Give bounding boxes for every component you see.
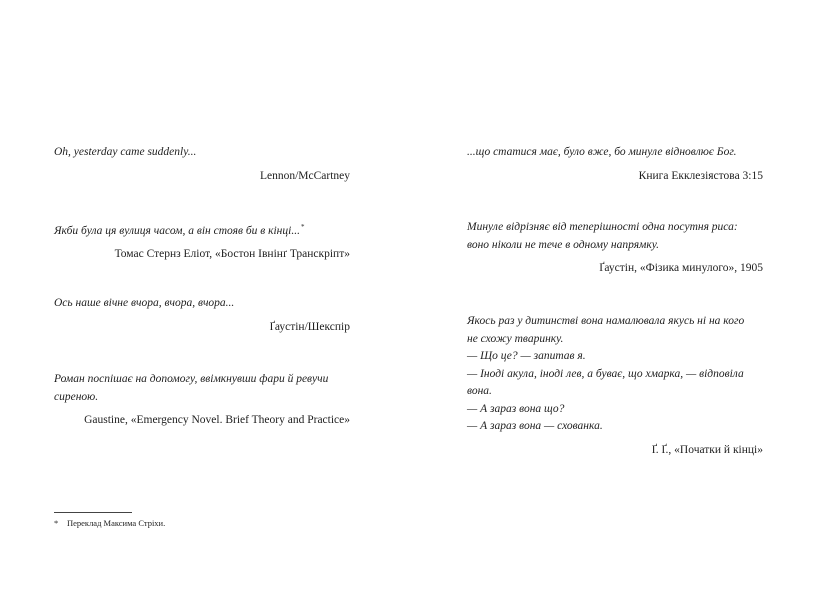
epigraph-quote bbox=[54, 144, 350, 162]
epigraph-source: Ґаустін/Шекспір bbox=[269, 320, 350, 333]
epigraph bbox=[54, 295, 350, 336]
epigraph bbox=[467, 144, 763, 185]
epigraph-source: Ґ. Ґ., «Початки й кінці» bbox=[651, 443, 763, 456]
quote-line: Роман поспішає на допомогу, ввімкнувши фари й ревучи bbox=[54, 373, 329, 385]
quote-line: вона. bbox=[467, 385, 492, 397]
epigraph-quote bbox=[467, 313, 763, 436]
epigraph-source: Томас Стернз Еліот, «Бостон Івнінґ Транскріпт» bbox=[114, 248, 350, 261]
epigraph-quote bbox=[54, 371, 350, 406]
quote-line: Минуле відрізняє від теперішності одна посутня риса: bbox=[467, 221, 738, 233]
quote-line: ...що статися має, було вже, бо минуле відновлює Бог. bbox=[467, 146, 737, 158]
epigraph bbox=[54, 371, 350, 430]
epigraph bbox=[54, 144, 350, 185]
footnote-mark: * bbox=[54, 518, 59, 528]
epigraph-source: Ґаустін, «Фізика минулого», 1905 bbox=[599, 262, 763, 274]
quote-line: — А зараз вона що? bbox=[467, 402, 565, 415]
epigraph-quote bbox=[54, 295, 350, 313]
epigraph-source: Книга Екклезіястова 3:15 bbox=[638, 169, 763, 182]
quote-line: сиреною. bbox=[54, 390, 99, 403]
footnote bbox=[54, 517, 165, 529]
epigraph-quote bbox=[467, 219, 763, 254]
quote-line: — Іноді акула, іноді лев, а буває, що хмарка, — відповіла bbox=[467, 367, 744, 380]
quote-line: воно ніколи не тече в одному напрямку. bbox=[467, 238, 660, 251]
quote-line: Oh, yesterday came suddenly... bbox=[54, 146, 197, 158]
footnote-marker: * bbox=[300, 223, 305, 231]
left-page bbox=[0, 0, 408, 600]
epigraph-quote bbox=[54, 219, 350, 240]
quote-line: Якось раз у дитинстві вона намалювала якусь ні на кого bbox=[467, 315, 745, 327]
quote-line: не схожу тваринку. bbox=[467, 332, 564, 345]
right-page bbox=[408, 0, 817, 600]
footnote-text: Переклад Максима Стріхи. bbox=[67, 518, 166, 528]
quote-line: Ось наше вічне вчора, вчора, вчора... bbox=[54, 297, 235, 309]
quote-line: — Що це? — запитав я. bbox=[467, 350, 586, 362]
epigraph bbox=[54, 219, 350, 264]
epigraph-source: Gaustine, «Emergency Novel. Brief Theory and Practice» bbox=[84, 414, 350, 426]
epigraph bbox=[467, 313, 763, 459]
epigraph bbox=[467, 219, 763, 278]
epigraph-quote bbox=[467, 144, 763, 162]
footnote-rule bbox=[54, 512, 132, 513]
epigraph-source: Lennon/McCartney bbox=[259, 169, 350, 182]
quote-line: — А зараз вона — схованка. bbox=[467, 420, 603, 432]
quote-line: Якби була ця вулиця часом, а він стояв би в кінці... bbox=[54, 224, 300, 237]
